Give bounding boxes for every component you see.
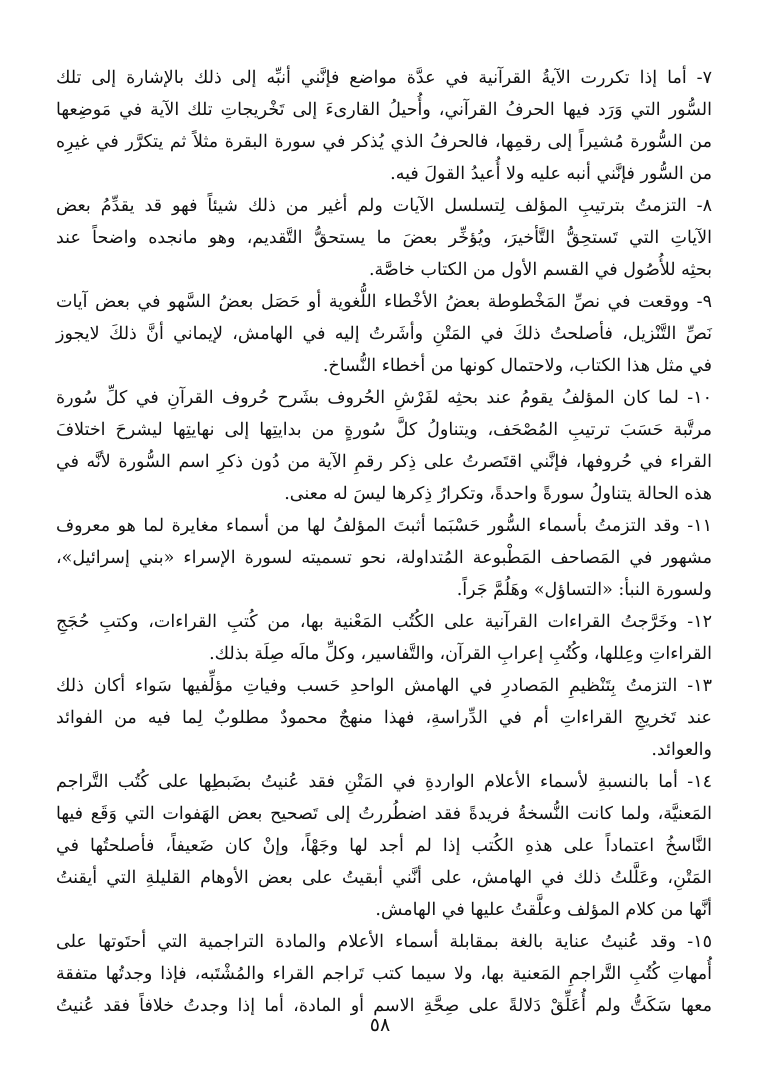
text-line: المَتْنِ، وعَلَّلتُ ذلك في الهامش، على أنَّني أبقيتُ على بعض الأوهام القليلةِ التي أيقنتُ: [56, 868, 712, 888]
text-line: معها سَكَتُّ ولم أُعَلِّقْ دَلالةً على صِحَّةِ الاسم أو المادة، أما إذا وجدتُ خلافاً فقد عُنيتُ: [56, 996, 712, 1016]
text-line: السُّور التي وَرَد فيها الحرفُ القرآني، وأُحيلُ القارىءَ إلى تَخْريجاتِ تلك الآية في مَوضِعها: [56, 100, 712, 120]
paragraph-3: [56, 286, 712, 382]
text-line: ١٠- لما كان المؤلفُ يقومُ عند بحثِه لفَرْشِ الحُروف بشَرح حُروف القرآنِ في كلِّ سُورة: [56, 388, 712, 408]
text-line: نَصِّ التَّنْزيل، فأصلحتُ ذلكَ في المَتْنِ وأشَرتُ إليه في الهامش، لإيماني أنَّ ذلكَ لايجوز: [56, 324, 712, 344]
paragraph-2: [56, 190, 712, 286]
text-line: أنَّها من كلام المؤلف وعلَّقتُ عليها في الهامش.: [375, 900, 712, 920]
text-line: ١٢- وخَرَّجتُ القراءات القرآنية على الكُتُب المَعْنية بها، من كُتبِ القراءات، وكتبِ حُجَجِ: [56, 612, 712, 632]
text-line: ٨- التزمتُ بترتيبِ المؤلف لِتسلسل الآيات ولم أغير من ذلك شيئاً فهو قد يقدِّمُ بعض: [56, 196, 712, 216]
text-line: ٧- أما إذا تكررت الآيةُ القرآنية في عدَّة مواضع فإنَّني أنبِّه إلى ذلك بالإشارة إلى تلك: [56, 68, 712, 88]
text-line: النَّاسخُ اعتماداً على هذهِ الكُتب إذا لم أجد لها وجَهْاً، وإنْ كان ضَعيفاً، فأصلحتُها في: [56, 836, 712, 856]
paragraph-9: [56, 926, 712, 1022]
text-line: ١٤- أما بالنسبةِ لأسماء الأعلام الواردةِ في المَتْنِ فقد عُنيتُ بضَبطِها على كُتُب التَّراجم: [56, 772, 712, 792]
text-line: القراءاتِ وعِللها، وكُتُبِ إعرابِ القرآن، والتَّفاسير، وكلِّ مالَه صِلَة بذلك.: [209, 644, 712, 664]
text-line: ١٣- التزمتُ بِتَنْظيمِ المَصادرِ في الهامش الواحدِ حَسب وفياتِ مؤلِّفيها سَواء أكان ذلك: [56, 676, 712, 696]
text-line: ٩- ووقعت في نصِّ المَخْطوطة بعضُ الأخْطاء اللُّغوية أو حَصَل بعضُ السَّهو في بعض آيات: [56, 292, 712, 312]
text-line: الآياتِ التي تَستحِقُّ التَّأخيرَ، ويُؤخِّر بعضَ ما يستحقُّ التَّقديم، وهو مانجده واضحاً عند: [56, 228, 712, 248]
document-page: [56, 62, 712, 1022]
paragraph-4: [56, 382, 712, 510]
text-line: عند تَخريجِ القراءاتِ أم في الدِّراسةِ، فهذا منهجٌ محمودٌ مطلوبٌ لِما فيه من الفوائد: [56, 708, 712, 728]
text-line: بحثِه للأُصُول في القسم الأول من الكتاب خاصَّة.: [368, 260, 712, 280]
paragraph-7: [56, 670, 712, 766]
text-line: ١١- وقد التزمتُ بأسماء السُّور حَسْبَما أثبتَ المؤلفُ لها من أسماء مغايرة لما هو معروف: [56, 516, 712, 536]
text-line: مرتَّبة حَسَبَ ترتيبِ المُصْحَف، ويتناولُ كلَّ سُورةٍ من بدايتِها إلى نهايتِها ليشرحَ اختلافَ: [56, 420, 712, 440]
paragraph-8: [56, 766, 712, 926]
text-line: ولسورة النبأ: «التساؤل» وهَلُمَّ جَراً.: [456, 580, 712, 600]
text-line: هذه الحالة يتناولُ سورةً واحدةً، وتكرارُ ذِكرها ليسَ له معنى.: [284, 484, 712, 504]
text-line: مشهور في المَصاحف المَطْبوعة المُتداولة، نحو تسميته لسورة الإسراء «بني إسرائيل»،: [56, 548, 712, 568]
text-line: القراء في حُروفها، فإنَّني اقتَصرتُ على ذِكر رقمِ الآية من دُون ذكرِ اسم السُّورة لأنَّه في: [56, 452, 712, 472]
text-line: والعوائد.: [651, 740, 712, 760]
paragraph-1: [56, 62, 712, 190]
text-line: في مثل هذا الكتاب، ولاحتمال كونها من أخطاء النُّساخ.: [322, 356, 712, 376]
paragraph-5: [56, 510, 712, 606]
text-line: أُمهاتِ كُتُبِ التَّراجمِ المَعنية بها، ولا سيما كتب تَراجم القراء والمُشْتَبه، فإذا وجدتُها متفقة: [56, 964, 712, 984]
text-line: ١٥- وقد عُنيتُ عناية بالغة بمقابلة أسماء الأعلام والمادة التراجمية التي أحتَوتها على: [56, 932, 712, 952]
paragraph-6: [56, 606, 712, 670]
page-number: ٥٨: [369, 1014, 391, 1036]
text-line: المَعنيَّة، ولما كانت النُّسخةُ فريدةً فقد اضطُررتُ إلى تَصحيح بعض الهَفوات التي وَقَع فيها: [56, 804, 712, 824]
text-line: من السُّورة مُشيراً إلى رقمِها، فالحرفُ الذي يُذكر في سورة البقرة مثلاً ثم يتكرَّر في غيرِه: [56, 132, 712, 152]
text-line: من السُّور فإنَّني أنبه عليه ولا أُعيدُ القولَ فيه.: [390, 164, 712, 184]
